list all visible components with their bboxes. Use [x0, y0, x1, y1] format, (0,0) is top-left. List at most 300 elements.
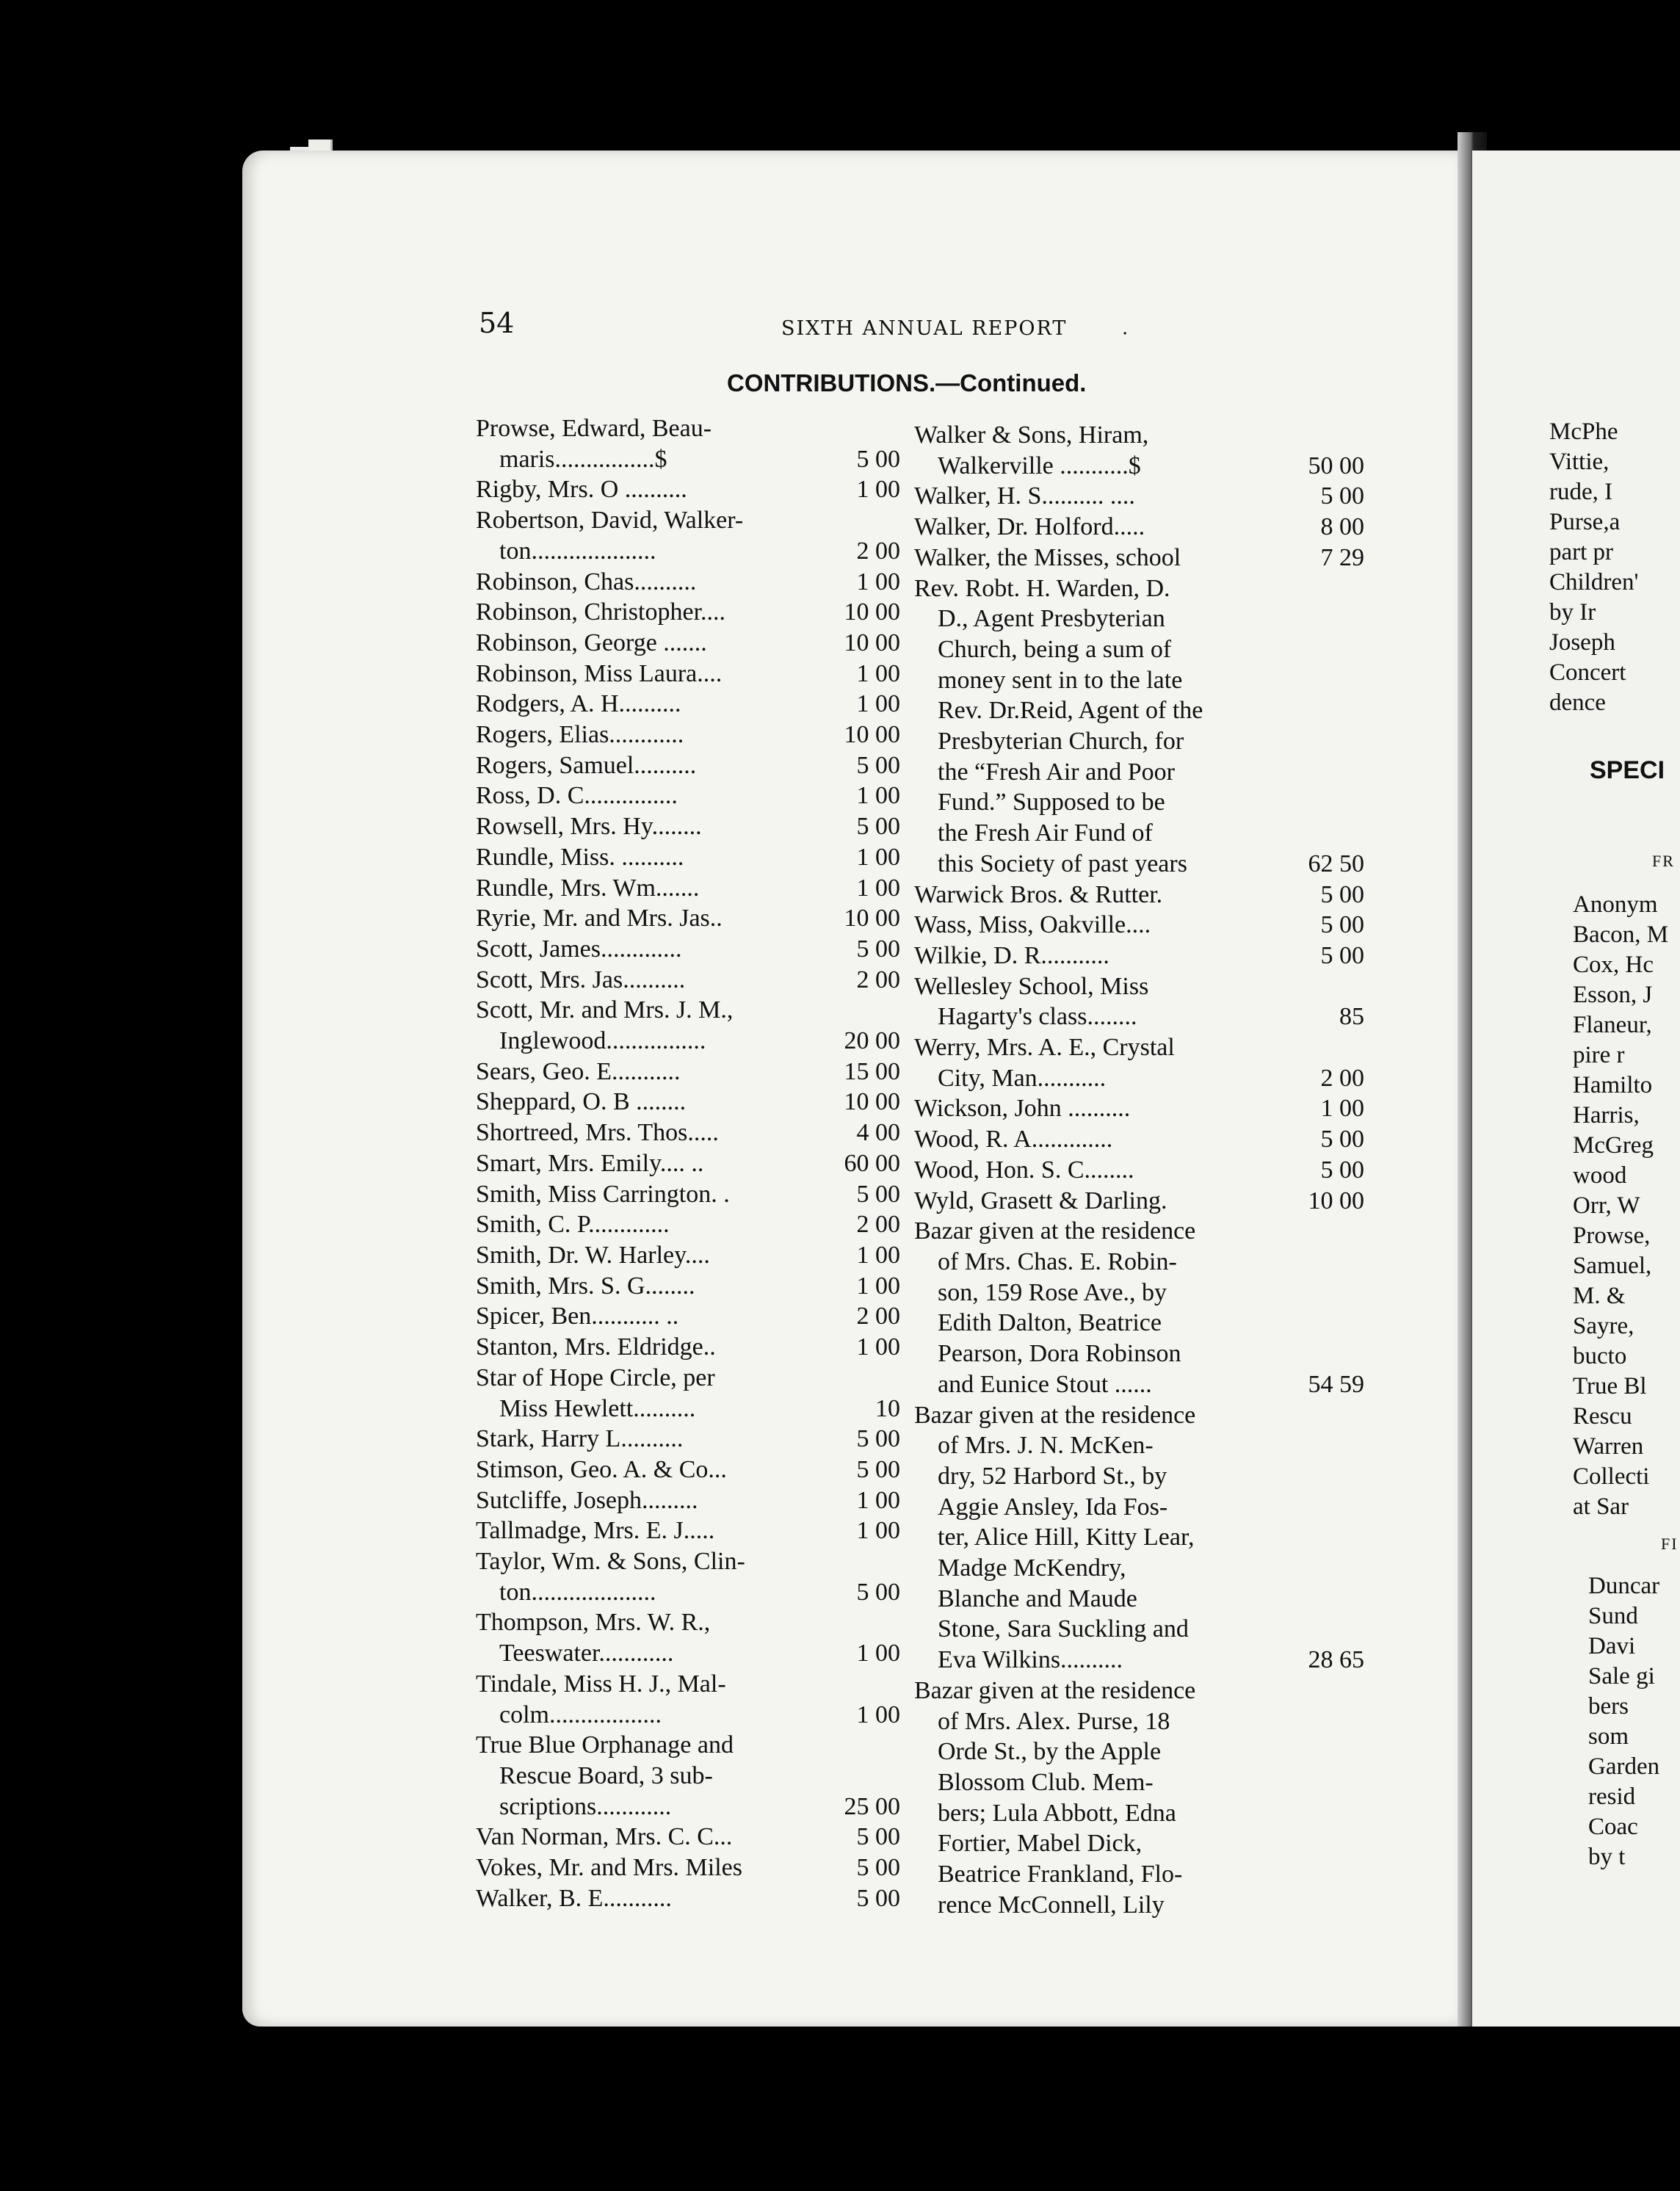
- contribution-entry: [914, 573, 1364, 880]
- contributor-name-continued: Teeswater............: [499, 1640, 674, 1667]
- contributor-name-continued: Church, being a sum of: [938, 635, 1172, 663]
- contribution-entry: [914, 1400, 1364, 1676]
- entry-line: [914, 1186, 1364, 1217]
- contributor-name: Van Norman, Mrs. C. C...: [476, 1823, 733, 1851]
- entry-line: [914, 1736, 1364, 1767]
- contributor-name-continued: Blanche and Maude: [938, 1585, 1137, 1612]
- entry-line: [914, 420, 1364, 451]
- entry-line: [914, 1584, 1364, 1615]
- facing-page-line: part pr: [1549, 539, 1614, 565]
- contributor-name: Rodgers, A. H..........: [476, 690, 681, 718]
- facing-page-line: by t: [1588, 1844, 1626, 1870]
- contributor-name: Walker, Dr. Holford.....: [914, 513, 1145, 541]
- contribution-entry: [476, 689, 900, 720]
- entry-line: [914, 1247, 1364, 1278]
- entry-line: [476, 474, 900, 505]
- contribution-entry: [476, 934, 900, 965]
- contribution-entry: [476, 1455, 900, 1485]
- entry-line: [914, 512, 1364, 543]
- contributor-name: Stark, Harry L..........: [476, 1425, 684, 1453]
- entry-line: [476, 1148, 900, 1179]
- facing-page-line: Hamilto: [1573, 1072, 1653, 1098]
- contribution-amount: 5 00: [856, 1180, 900, 1208]
- contribution-amount: 1 00: [856, 1333, 900, 1361]
- contribution-entry: [914, 420, 1364, 481]
- contribution-entry: [476, 1209, 900, 1240]
- contribution-entry: [914, 1186, 1364, 1217]
- contributor-name-continued: scriptions............: [499, 1792, 672, 1820]
- contribution-entry: [914, 910, 1364, 941]
- entry-line: [476, 1638, 900, 1669]
- entry-line: [476, 1394, 900, 1424]
- entry-line: [914, 1155, 1364, 1186]
- entry-line: [476, 1853, 900, 1883]
- entry-line: [914, 1216, 1364, 1247]
- contributor-name: Stimson, Geo. A. & Co...: [476, 1455, 727, 1483]
- facing-page-special-heading: SPECI: [1590, 756, 1665, 784]
- contribution-amount: 10 00: [844, 721, 900, 749]
- contribution-amount: 10 00: [844, 1088, 900, 1116]
- contributor-name: Stanton, Mrs. Eldridge..: [476, 1333, 716, 1361]
- contributor-name: Walker, H. S.......... ....: [914, 482, 1135, 510]
- contributor-name: Robertson, David, Walker-: [476, 507, 744, 535]
- contribution-entry: [476, 1332, 900, 1363]
- entry-line: [476, 1271, 900, 1302]
- contributor-name-continued: of Mrs. J. N. McKen-: [938, 1432, 1154, 1460]
- entry-line: [914, 818, 1364, 849]
- entry-line: [914, 849, 1364, 880]
- contribution-amount: 1 00: [856, 874, 900, 902]
- contributor-name: Robinson, George .......: [476, 629, 707, 656]
- contributor-name-continued: Edith Dalton, Beatrice: [938, 1309, 1162, 1337]
- contributor-name: Tallmadge, Mrs. E. J.....: [476, 1517, 715, 1545]
- contributor-name-continued: colm..................: [499, 1701, 662, 1728]
- entry-line: [476, 903, 900, 934]
- facing-page-line: Samuel,: [1573, 1253, 1652, 1279]
- entry-line: [914, 1063, 1364, 1094]
- contribution-entry: [476, 1546, 900, 1607]
- entry-line: [914, 451, 1364, 482]
- contributor-name: Wickson, John ..........: [914, 1095, 1131, 1123]
- contribution-entry: [914, 481, 1364, 512]
- entry-line: [914, 1553, 1364, 1584]
- contributor-name-continued: dry, 52 Harbord St., by: [938, 1462, 1167, 1490]
- entry-line: [914, 1890, 1364, 1921]
- entry-line: [914, 1369, 1364, 1400]
- entry-line: [476, 1209, 900, 1240]
- contribution-entry: [476, 1240, 900, 1271]
- entry-line: [476, 1332, 900, 1363]
- contributor-name: Scott, James.............: [476, 935, 682, 963]
- contributor-name-continued: son, 159 Rose Ave., by: [938, 1278, 1167, 1306]
- contribution-entry: [914, 1093, 1364, 1124]
- contribution-entry: [476, 873, 900, 904]
- entry-line: [914, 1002, 1364, 1032]
- entry-line: [476, 444, 900, 475]
- contribution-entry: [476, 1853, 900, 1883]
- contribution-entry: [914, 880, 1364, 910]
- contribution-entry: [476, 750, 900, 781]
- entry-line: [476, 628, 900, 659]
- entry-line: [476, 1087, 900, 1118]
- contribution-entry: [476, 1883, 900, 1914]
- contribution-entry: [914, 1032, 1364, 1093]
- contribution-amount: 5 00: [1320, 1156, 1364, 1184]
- contribution-amount: 7 29: [1320, 543, 1364, 571]
- facing-page-label-fi: FI: [1661, 1535, 1679, 1553]
- contributor-name: Wyld, Grasett & Darling.: [914, 1187, 1167, 1214]
- contributions-column-left: [476, 413, 900, 1913]
- facing-page-line: Cox, Hc: [1573, 952, 1654, 978]
- facing-page-line: McGreg: [1573, 1132, 1654, 1159]
- entry-line: [476, 1515, 900, 1546]
- facing-page-line: Sund: [1588, 1603, 1638, 1629]
- contribution-entry: [476, 1515, 900, 1546]
- entry-line: [914, 1614, 1364, 1645]
- contributor-name: Warwick Bros. & Rutter.: [914, 880, 1163, 908]
- contribution-amount: 5 00: [856, 813, 900, 841]
- contributor-name-continued: and Eunice Stout ......: [938, 1370, 1152, 1398]
- contribution-amount: 28 65: [1308, 1646, 1364, 1674]
- facing-page-line: Sayre,: [1573, 1313, 1634, 1339]
- contribution-amount: 10: [875, 1394, 900, 1422]
- contributor-name: Ross, D. C...............: [476, 782, 678, 810]
- contributor-name: Ryrie, Mr. and Mrs. Jas..: [476, 905, 723, 932]
- entry-line: [914, 757, 1364, 788]
- entry-line: [914, 1859, 1364, 1890]
- contribution-amount: 5 00: [856, 1425, 900, 1453]
- entry-line: [476, 1026, 900, 1057]
- contributor-name: Thompson, Mrs. W. R.,: [476, 1609, 711, 1637]
- contributor-name: Shortreed, Mrs. Thos.....: [476, 1119, 719, 1147]
- contribution-entry: [476, 413, 900, 474]
- contributor-name: Robinson, Miss Laura....: [476, 659, 723, 687]
- entry-line: [476, 1607, 900, 1638]
- contribution-entry: [476, 659, 900, 689]
- facing-page-line: Children': [1549, 569, 1639, 595]
- entry-line: [476, 1363, 900, 1394]
- contributor-name-continued: Madge McKendry,: [938, 1554, 1126, 1582]
- contributor-name-continued: Stone, Sara Suckling and: [938, 1615, 1189, 1643]
- contributor-name: Smith, Dr. W. Harley....: [476, 1241, 710, 1269]
- contribution-amount: 10 00: [844, 905, 900, 932]
- contributor-name-continued: Orde St., by the Apple: [938, 1738, 1162, 1766]
- contributor-name-continued: maris................$: [499, 445, 667, 473]
- contributor-name: Star of Hope Circle, per: [476, 1364, 715, 1391]
- contributor-name: Smith, Mrs. S. G........: [476, 1272, 695, 1300]
- entry-line: [914, 634, 1364, 665]
- entry-line: [914, 1278, 1364, 1308]
- contributor-name: Wood, Hon. S. C........: [914, 1156, 1134, 1184]
- contributor-name: Wass, Miss, Oakville....: [914, 911, 1151, 939]
- entry-line: [476, 1455, 900, 1485]
- entry-line: [476, 1700, 900, 1731]
- contribution-entry: [476, 903, 900, 934]
- contribution-entry: [914, 1676, 1364, 1921]
- contribution-entry: [476, 781, 900, 811]
- facing-page-line: Purse,a: [1549, 509, 1621, 535]
- entry-line: [914, 665, 1364, 696]
- contributor-name-continued: the Fresh Air Fund of: [938, 819, 1153, 847]
- contributor-name-continued: the “Fresh Air and Poor: [938, 758, 1175, 786]
- facing-page-line: Joseph: [1549, 629, 1615, 656]
- contributor-name: Taylor, Wm. & Sons, Clin-: [476, 1548, 745, 1576]
- entry-line: [476, 781, 900, 811]
- contribution-amount: 1 00: [856, 659, 900, 687]
- entry-line: [476, 1240, 900, 1271]
- contribution-amount: 1 00: [856, 1486, 900, 1514]
- entry-line: [476, 1730, 900, 1761]
- contributor-name-continued: Rev. Dr.Reid, Agent of the: [938, 697, 1203, 725]
- entry-line: [476, 659, 900, 689]
- contributor-name-continued: Fund.” Supposed to be: [938, 789, 1165, 816]
- contribution-entry: [476, 1607, 900, 1668]
- entry-line: [476, 1822, 900, 1853]
- entry-line: [914, 695, 1364, 726]
- facing-page-line: bers: [1588, 1693, 1629, 1720]
- facing-page-line: rude, I: [1549, 479, 1613, 505]
- contributor-name: Sears, Geo. E...........: [476, 1057, 681, 1085]
- facing-page-line: Concert: [1549, 659, 1626, 686]
- contribution-entry: [476, 628, 900, 659]
- contributor-name: Sheppard, O. B ........: [476, 1088, 687, 1116]
- contribution-amount: 62 50: [1308, 850, 1364, 877]
- contribution-amount: 5 00: [856, 935, 900, 963]
- contributor-name: True Blue Orphanage and: [476, 1731, 734, 1759]
- contributor-name-continued: of Mrs. Alex. Purse, 18: [938, 1707, 1170, 1735]
- entry-line: [914, 971, 1364, 1002]
- contributor-name: Sutcliffe, Joseph.........: [476, 1486, 698, 1514]
- contribution-amount: 1 00: [856, 782, 900, 810]
- entry-line: [476, 750, 900, 781]
- running-head-dot: ·: [1122, 323, 1129, 345]
- facing-page-line: Anonym: [1573, 891, 1658, 918]
- facing-page-line: by Ir: [1549, 599, 1596, 626]
- facing-page-line: Rescu: [1573, 1403, 1632, 1430]
- contribution-amount: 50 00: [1308, 452, 1364, 479]
- entry-line: [476, 413, 900, 444]
- contributor-name-continued: Presbyterian Church, for: [938, 728, 1184, 756]
- section-title: CONTRIBUTIONS.—Continued.: [727, 369, 1087, 396]
- contribution-entry: [476, 965, 900, 996]
- facing-page-line: Sale gi: [1588, 1663, 1655, 1690]
- entry-line: [476, 536, 900, 567]
- contribution-entry: [476, 1822, 900, 1853]
- contributor-name-continued: this Society of past years: [938, 850, 1187, 877]
- entry-line: [476, 1761, 900, 1792]
- entry-line: [914, 604, 1364, 634]
- contribution-amount: 5 00: [856, 445, 900, 473]
- facing-page-top-lines: [1549, 417, 1680, 718]
- contributor-name: Tindale, Miss H. J., Mal-: [476, 1670, 726, 1698]
- entry-line: [914, 1430, 1364, 1461]
- entry-line: [476, 934, 900, 965]
- contribution-entry: [476, 811, 900, 842]
- contribution-entry: [476, 1087, 900, 1118]
- contribution-amount: 2 00: [856, 1303, 900, 1330]
- contribution-amount: 60 00: [844, 1149, 900, 1177]
- running-head: SIXTH ANNUAL REPORT: [781, 317, 1068, 340]
- facing-page-line: Esson, J: [1573, 982, 1653, 1008]
- entry-line: [914, 1676, 1364, 1706]
- contributor-name: Rev. Robt. H. Warden, D.: [914, 574, 1170, 602]
- contribution-amount: 2 00: [856, 1211, 900, 1239]
- entry-line: [476, 1883, 900, 1914]
- entry-line: [476, 720, 900, 750]
- contribution-entry: [476, 1485, 900, 1516]
- facing-page-line: Duncar: [1588, 1573, 1660, 1599]
- entry-line: [914, 1492, 1364, 1523]
- contributor-name: Wellesley School, Miss: [914, 972, 1149, 1000]
- entry-line: [476, 811, 900, 842]
- contribution-amount: 2 00: [1320, 1064, 1364, 1092]
- entry-line: [476, 965, 900, 996]
- page-number: 54: [479, 307, 515, 339]
- entry-line: [476, 1057, 900, 1087]
- contributor-name: Spicer, Ben........... ..: [476, 1303, 679, 1330]
- contributor-name-continued: of Mrs. Chas. E. Robin-: [938, 1247, 1177, 1275]
- entry-line: [914, 1308, 1364, 1339]
- facing-page-line: Coac: [1588, 1814, 1638, 1840]
- entry-line: [914, 1767, 1364, 1798]
- contribution-amount: 85: [1339, 1003, 1364, 1031]
- contribution-entry: [476, 1118, 900, 1148]
- contribution-amount: 1 00: [856, 843, 900, 871]
- entry-line: [476, 597, 900, 628]
- contribution-amount: 5 00: [856, 751, 900, 779]
- contributor-name: Walker, B. E...........: [476, 1884, 672, 1912]
- contribution-amount: 1 00: [1320, 1095, 1364, 1123]
- entry-line: [914, 910, 1364, 941]
- entry-line: [476, 873, 900, 904]
- contribution-amount: 4 00: [856, 1119, 900, 1147]
- contribution-entry: [476, 1148, 900, 1179]
- contributor-name: Robinson, Christopher....: [476, 598, 726, 626]
- contributor-name: Rogers, Elias............: [476, 721, 684, 749]
- entry-line: [476, 567, 900, 598]
- contribution-amount: 1 00: [856, 1640, 900, 1667]
- facing-page-mid-lines: [1573, 890, 1680, 1522]
- facing-page-line: Collecti: [1573, 1463, 1650, 1490]
- facing-page-line: Flaneur,: [1573, 1012, 1652, 1038]
- contributor-name-continued: bers; Lula Abbott, Edna: [938, 1799, 1176, 1827]
- contribution-amount: 10 00: [844, 598, 900, 626]
- contribution-amount: 1 00: [856, 476, 900, 504]
- contributor-name: Wilkie, D. R...........: [914, 941, 1109, 969]
- entry-line: [476, 505, 900, 536]
- entry-line: [914, 1828, 1364, 1859]
- entry-line: [914, 1461, 1364, 1492]
- contribution-entry: [476, 842, 900, 873]
- contribution-amount: 5 00: [856, 1578, 900, 1606]
- facing-page-label-fr: FR: [1652, 852, 1675, 870]
- contribution-amount: 5 00: [1320, 482, 1364, 510]
- entry-line: [914, 941, 1364, 971]
- contribution-entry: [476, 1057, 900, 1087]
- entry-line: [476, 1669, 900, 1700]
- contributor-name: Scott, Mrs. Jas..........: [476, 966, 686, 993]
- contributor-name-continued: Rescue Board, 3 sub-: [499, 1761, 713, 1789]
- entry-line: [914, 1645, 1364, 1676]
- entry-line: [476, 1485, 900, 1516]
- contribution-entry: [914, 941, 1364, 971]
- contribution-entry: [476, 1424, 900, 1455]
- contribution-amount: 25 00: [844, 1792, 900, 1820]
- contributor-name-continued: Pearson, Dora Robinson: [938, 1340, 1181, 1368]
- contribution-amount: 54 59: [1308, 1370, 1364, 1398]
- contributor-name-continued: ton....................: [499, 1578, 656, 1606]
- contributor-name-continued: Hagarty's class........: [938, 1003, 1137, 1031]
- entry-line: [914, 1706, 1364, 1737]
- contributor-name-continued: Aggie Ansley, Ida Fos-: [938, 1493, 1168, 1521]
- entry-line: [914, 1032, 1364, 1063]
- contribution-entry: [476, 1271, 900, 1302]
- contribution-amount: 5 00: [856, 1884, 900, 1912]
- contribution-amount: 2 00: [856, 966, 900, 993]
- entry-line: [914, 787, 1364, 818]
- contributor-name-continued: ter, Alice Hill, Kitty Lear,: [938, 1524, 1195, 1551]
- contribution-entry: [476, 1363, 900, 1424]
- contribution-entry: [476, 567, 900, 598]
- contributor-name-continued: Blossom Club. Mem-: [938, 1768, 1154, 1796]
- contributor-name: Smith, C. P.............: [476, 1211, 670, 1239]
- contributor-name: Bazar given at the residence: [914, 1401, 1196, 1429]
- facing-page-line: Garden: [1588, 1753, 1660, 1780]
- contributor-name: Smith, Miss Carrington. .: [476, 1180, 730, 1208]
- entry-line: [476, 689, 900, 720]
- entry-line: [476, 1792, 900, 1822]
- entry-line: [914, 543, 1364, 573]
- facing-page-line: pire r: [1573, 1042, 1625, 1068]
- contribution-entry: [914, 1155, 1364, 1186]
- entry-line: [914, 1522, 1364, 1553]
- contributor-name: Bazar given at the residence: [914, 1676, 1196, 1704]
- contribution-entry: [476, 1669, 900, 1730]
- contributor-name-continued: rence McConnell, Lily: [938, 1891, 1165, 1919]
- contributor-name-continued: D., Agent Presbyterian: [938, 605, 1165, 633]
- entry-line: [914, 880, 1364, 910]
- contributor-name: Walker & Sons, Hiram,: [914, 421, 1149, 449]
- entry-line: [476, 995, 900, 1026]
- facing-page-line: Bacon, M: [1573, 921, 1669, 948]
- contribution-entry: [914, 543, 1364, 573]
- entry-line: [476, 1179, 900, 1210]
- entry-line: [914, 1400, 1364, 1431]
- facing-page-line: Warren: [1573, 1433, 1644, 1460]
- contributor-name: Scott, Mr. and Mrs. J. M.,: [476, 996, 734, 1024]
- entry-line: [914, 1093, 1364, 1124]
- contributor-name-continued: Eva Wilkins..........: [938, 1646, 1123, 1674]
- contribution-amount: 1 00: [856, 1241, 900, 1269]
- contributor-name: Smart, Mrs. Emily.... ..: [476, 1149, 704, 1177]
- contribution-amount: 5 00: [1320, 1126, 1364, 1154]
- facing-page-line: Harris,: [1573, 1102, 1640, 1129]
- contribution-amount: 5 00: [856, 1455, 900, 1483]
- contributor-name: Bazar given at the residence: [914, 1217, 1196, 1245]
- entry-line: [914, 1124, 1364, 1155]
- entry-line: [476, 1424, 900, 1455]
- contribution-amount: 1 00: [856, 1701, 900, 1728]
- contribution-amount: 10 00: [844, 629, 900, 656]
- contributor-name: Rundle, Miss. ..........: [476, 843, 684, 871]
- contributor-name: Werry, Mrs. A. E., Crystal: [914, 1034, 1175, 1062]
- contribution-entry: [914, 971, 1364, 1032]
- facing-page-line: at Sar: [1573, 1493, 1629, 1520]
- facing-page-line: Prowse,: [1573, 1223, 1651, 1249]
- contributor-name: Vokes, Mr. and Mrs. Miles: [476, 1854, 742, 1882]
- facing-page-line: resid: [1588, 1783, 1636, 1810]
- entry-line: [914, 481, 1364, 512]
